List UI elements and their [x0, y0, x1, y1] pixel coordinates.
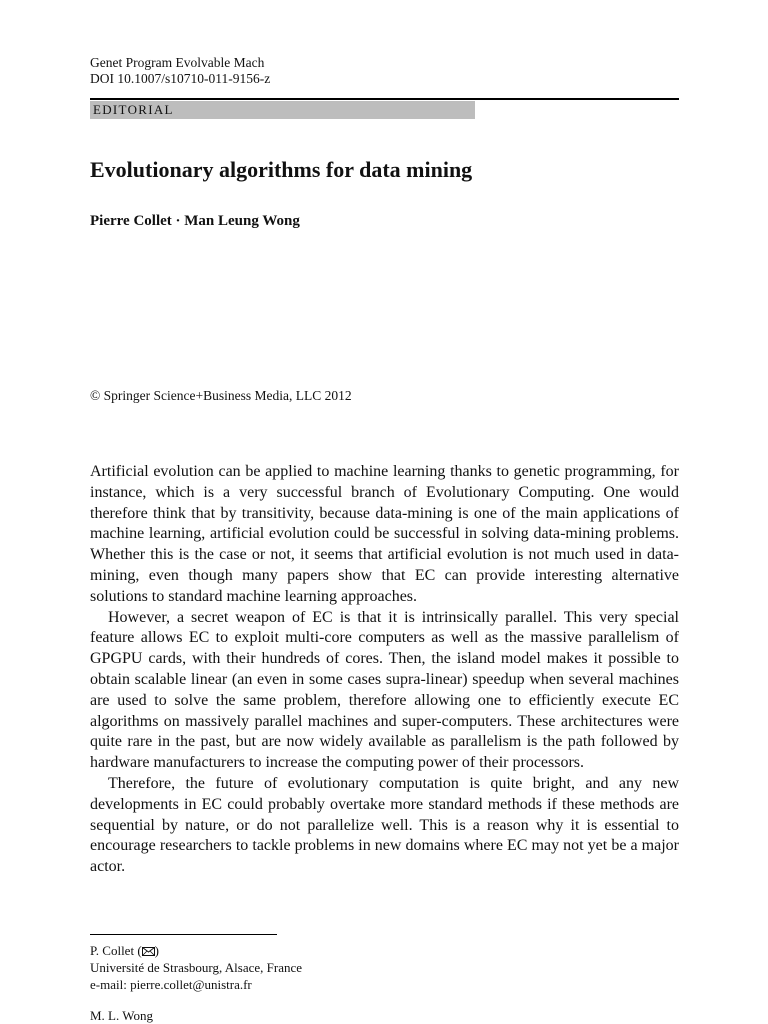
header-rule: [90, 98, 679, 100]
journal-header: [90, 55, 270, 87]
envelope-icon[interactable]: [142, 947, 155, 956]
footnote-email[interactable]: e-mail: pierre.collet@unistra.fr: [90, 977, 252, 992]
copyright-notice: © Springer Science+Business Media, LLC 2012: [90, 388, 352, 403]
paragraph-1: Artificial evolution can be applied to machine learning thanks to genetic programming, for instance, which is a very successful branch of Evolutionary Computing. One would therefore think that by transitivity, because data-mining is one of the main applications of machine learning, artificial evolution could be successful in solving data-mining problems. Whether this is the case or not, it seems that artificial evolution is not much used in data-mining, even though many papers show that EC can provide interesting alternative solutions to standard machine learning approaches.: [90, 463, 679, 605]
journal-name: Genet Program Evolvable Mach: [90, 55, 265, 70]
section-label: EDITORIAL: [93, 102, 174, 117]
paren-close: ): [154, 943, 160, 958]
footnote-author-name: P. Collet: [90, 943, 135, 958]
footnote-affiliation: Université de Strasbourg, Alsace, France: [90, 960, 303, 975]
author-footnote: [90, 942, 302, 993]
journal-doi[interactable]: DOI 10.1007/s10710-011-9156-z: [90, 71, 271, 86]
footnote-author-line: [90, 942, 302, 959]
body-text: [90, 462, 679, 878]
footnote-author2: M. L. Wong: [90, 1008, 153, 1023]
paragraph-2: However, a secret weapon of EC is that it is intrinsically parallel. This very special feature allows EC to exploit multi-core computers as well as the massive parallelism of GPGPU cards, with their hundreds of cores. Then, the island model makes it possible to obtain scalable linear (an even in some cases supra-linear) speedup when several machines are used to solve the same problem, therefore allowing one to efficiently execute EC algorithms on massively parallel machines and super-computers. These architectures were quite rare in the past, but are now widely available as parallelism is the path followed by hardware manufacturers to increase the computing power of their processors.: [90, 608, 679, 772]
author-list: Pierre Collet · Man Leung Wong: [90, 213, 300, 229]
section-tag: [90, 101, 475, 119]
paper-title: Evolutionary algorithms for data mining: [90, 157, 473, 182]
paren-open: (: [137, 943, 142, 958]
footnote-rule: [90, 934, 277, 935]
paragraph-3: Therefore, the future of evolutionary computation is quite bright, and any new developments in EC could probably overtake more standard methods if these methods are sequential by nature, or do not parallelize well. This is a reason why it is essential to encourage researchers to tackle problems in new domains where EC may not yet be a major actor.: [90, 774, 679, 876]
